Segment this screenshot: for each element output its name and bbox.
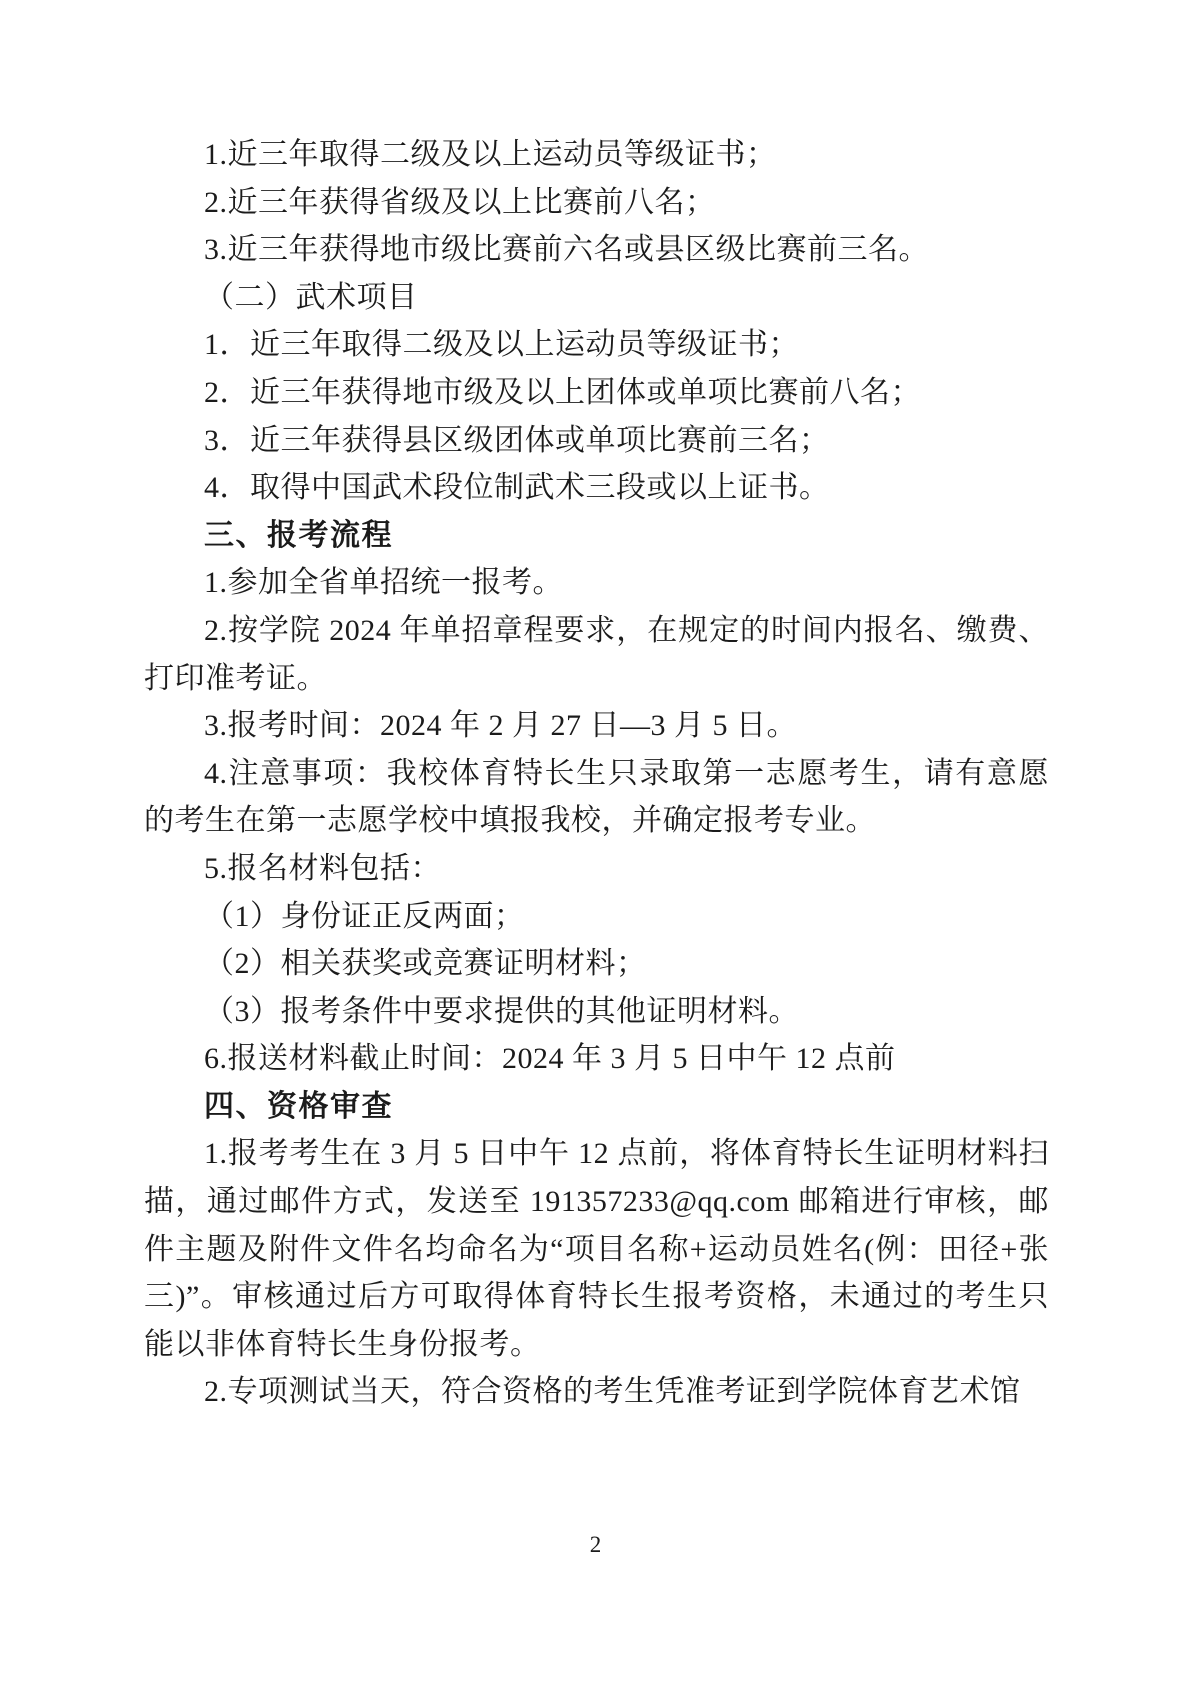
paragraph: （1）身份证正反两面； <box>204 899 525 933</box>
section-heading: 三、报考流程 <box>204 518 393 552</box>
paragraph: 6.报送材料截止时间：2024 年 3 月 5 日中午 12 点前 <box>204 1042 896 1076</box>
paragraph: 2．近三年获得地市级及以上团体或单项比赛前八名； <box>204 375 921 409</box>
paragraph: 3.近三年获得地市级比赛前六名或县区级比赛前三名。 <box>204 233 929 267</box>
page-number: 2 <box>589 1532 602 1557</box>
paragraph: 3.报考时间：2024 年 2 月 27 日—3 月 5 日。 <box>204 709 797 743</box>
paragraph: 1.参加全省单招统一报考。 <box>204 566 563 600</box>
paragraph: 5.报名材料包括： <box>204 851 441 885</box>
paragraph: 2.专项测试当天，符合资格的考生凭准考证到学院体育艺术馆 <box>204 1375 1021 1409</box>
paragraph: 1.报考考生在 3 月 5 日中午 12 点前，将体育特长生证明材料扫描，通过邮件方式，发送至 191357233@qq.com 邮箱进行审核，邮件主题及附件文件名均命名为“项目名称+运动员姓名(例：田径+张三)”。审核通过后方可取得体育特长生报考资格，未通过的考生只能以非体育特长生身份报考。 <box>144 1137 1049 1361</box>
paragraph: 2.按学院 2024 年单招章程要求，在规定的时间内报名、缴费、打印准考证。 <box>144 613 1049 695</box>
document-body <box>144 131 1049 1416</box>
paragraph: 4．取得中国武术段位制武术三段或以上证书。 <box>204 471 830 505</box>
page-footer <box>0 1531 1191 1559</box>
paragraph: （2）相关获奖或竞赛证明材料； <box>204 947 647 981</box>
paragraph: 1．近三年取得二级及以上运动员等级证书； <box>204 328 799 362</box>
paragraph: 4.注意事项：我校体育特长生只录取第一志愿考生，请有意愿的考生在第一志愿学校中填报我校，并确定报考专业。 <box>144 756 1049 838</box>
paragraph: （二）武术项目 <box>204 280 418 314</box>
paragraph: 1.近三年取得二级及以上运动员等级证书； <box>204 138 777 171</box>
paragraph: 3．近三年获得县区级团体或单项比赛前三名； <box>204 423 830 457</box>
paragraph: 2.近三年获得省级及以上比赛前八名； <box>204 185 716 219</box>
section-heading: 四、资格审查 <box>204 1089 393 1123</box>
paragraph: （3）报考条件中要求提供的其他证明材料。 <box>204 994 799 1028</box>
